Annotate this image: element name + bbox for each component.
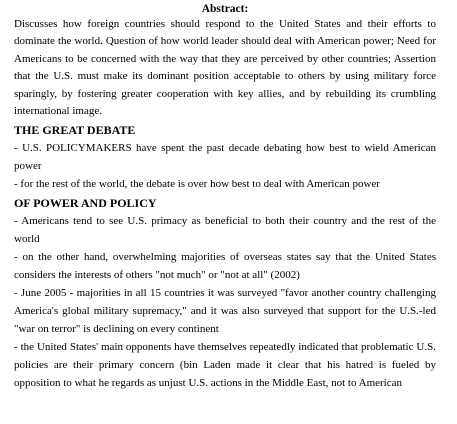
section-heading-great-debate: THE GREAT DEBATE bbox=[14, 123, 136, 138]
bullet-item: - on the other hand, overwhelming majorities of overseas states say that the United States considers the interests of others "not much" or "not at all" (2002) bbox=[14, 251, 436, 282]
section-heading-power-and-policy: OF POWER AND POLICY bbox=[14, 196, 157, 211]
bullet-item: - the United States' main opponents have themselves repeatedly indicated that problematic U.S. policies are their primary concern (bin Laden made it clear that his hatred is fueled by opposition to what he regards as unjust U.S. actions in the Middle East, not to American bbox=[14, 341, 436, 390]
bullet-item: - U.S. POLICYMAKERS have spent the past decade debating how best to wield American power bbox=[14, 142, 436, 173]
bullet-item: - Americans tend to see U.S. primacy as beneficial to both their country and the rest of the world bbox=[14, 215, 436, 246]
bullet-item: - for the rest of the world, the debate is over how best to deal with American power bbox=[14, 178, 380, 191]
bullet-item: - June 2005 - majorities in all 15 countries it was surveyed "favor another country challenging America's global military supremacy," and it was also surveyed that support for the U.S.-led "war on terror" is declining on every continent bbox=[14, 287, 436, 336]
abstract-title: Abstract: bbox=[201, 3, 249, 15]
document-page bbox=[14, 2, 436, 392]
abstract-text: Discusses how foreign countries should respond to the United States and their efforts to dominate the world. Question of how world leader should deal with American power; Need for Americans to be concerned with the way that they are perceived by other countries; Assertion that the U.S. must make its dominant position acceptable to others by using military force sparingly, by fostering greater cooperation with key allies, and by rebuilding its crumbling international image. bbox=[14, 18, 436, 118]
